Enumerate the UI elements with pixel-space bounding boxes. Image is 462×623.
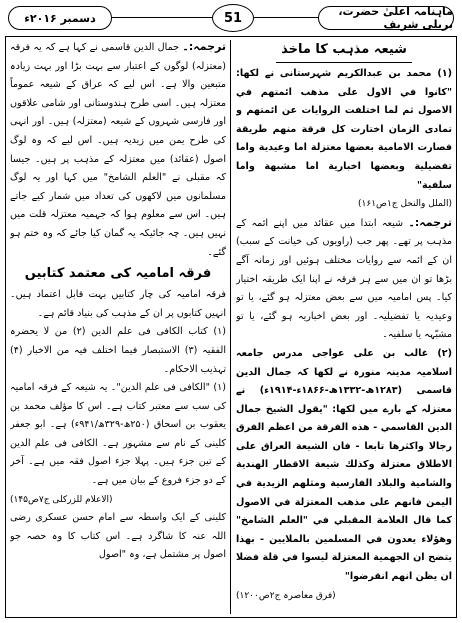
issue-date: دسمبر ۲۰۱۶ء	[8, 6, 112, 30]
heading-underline	[276, 62, 412, 63]
shahrastani-reference: (الملل والنحل ج۱ص۱۶۱)	[358, 199, 452, 210]
magazine-title: ماہنامہ اعلیٰ حضرت، بریلی شریف	[318, 6, 454, 30]
imamiya-books-intro: فرقہ امامیہ کی چار کتابیں بہت قابل اعتماد ہیں۔ انہیں کتابوں پر ان کے مذہب کی بنیاد قائم ہے۔	[10, 289, 226, 319]
header-rule	[254, 17, 318, 18]
translation-label: ترجمہ:۔	[182, 40, 226, 53]
section-heading: فرقہ امامیہ کی معتمد کتابیں	[24, 266, 212, 282]
header-rule	[112, 17, 212, 18]
left-column	[10, 38, 226, 616]
al-kafi-paragraph: (۱) "الکافی فی علم الدین"۔ یہ شیعہ کے فرقہ امامیہ کی سب سے معتبر کتاب ہے۔ اس کا مؤلف محمد بن یعقوب بن اسحاق (۲۵۰ھ-۳۲۹ھ/۹۴۱ء) ہے۔ ابو جعفر کلینی کے نام سے مشہور ہے۔ الکافی فی علم الدین کے تین جزء ہیں۔ پہلا جزء اصول فقہ میں ہے۔ آخر کے دو جزء فروع کے بیان میں ہے۔	[10, 382, 226, 487]
right-column	[236, 38, 452, 616]
translation-paragraph	[10, 38, 226, 262]
page-header	[8, 4, 454, 34]
translation-label: ترجمہ:۔	[408, 215, 452, 229]
shahrastani-quote: (۱) محمد بن عبدالکریم شہرستانی نے لکھا: "كانوا في الاول على مذهب ائمتهم في الاصول ثم لما اختلفت الروايات عن ائمتهم و تمادى الزمان اختارت كل فرقة منهم طريقة فصارت الامامية بعضها معتزلة اما وعيدية واما تفضيلية وبعضها اخبارية اما مشبهة واما سلفية"	[236, 68, 452, 191]
translation-paragraph	[236, 214, 452, 345]
qasimi-quote: (۲) غالب بن علی عواجی مدرس جامعہ اسلامیہ مدینہ منورہ نے لکھا کہ جمال الدین قاسمی (۱۲۸۳ھ-۱۳۳۲ھ-۱۸۶۶ء-۱۹۱۴ء) نے معتزلہ کے بارے میں لکھا: "يقول الشيخ جمال الدين القاسمي - هذه الفرقة من اعظم الفرق رجالا واكثرها تابعا - فان الشيعة العراق على الاطلاق معتزلة وكذلك شيعة الاقطار الهندية والشامية والبلاد الفارسية ومثلهم الزيدية في اليمن فانهم على مذهب المعتزلة في الاصول كما قال العلامة المقبلي في "العلم الشامخ" وهؤلاء يعدون في المسلمين بالملايين - بهذا يتضح ان الجهمية المعتزلة ليسوا في قلة فضلا ان يظن انهم انقرضوا"	[236, 347, 452, 583]
translation-text: شیعہ ابتدا میں عقائد میں اپنے ائمہ کے مذہب پر تھے۔ پھر جب (راویوں کی خیانت کے سبب) ان کے ائمہ سے روایات مختلف ہوئیں اور زمانہ آگے بڑھا تو ان میں سے ہر فرقہ نے اپنا ایک طریقہ اختیار کیا۔ پس امامیہ میں سے بعض معتزلہ ہو گئے، یا تو وعیدیہ یا تفضیلیہ۔ اور بعض اخباریہ ہو گئے، یا تو مشبّہہ یا سلفیہ۔	[236, 217, 452, 341]
page-number: 51	[212, 4, 254, 32]
section-heading: شیعہ مذہب کا ماخذ	[281, 42, 407, 57]
kulaini-paragraph: کلینی کے ایک واسطہ سے امام حسن عسکری رضی اللہ عنہ کا شاگرد ہے۔ اس کتاب کا وہ حصہ جو اصول پر مشتمل ہے، وہ "اصول	[10, 512, 226, 561]
al-kafi-reference: (الاعلام للزرکلی ج۷ص۱۴۵)	[10, 494, 113, 505]
column-divider	[230, 40, 231, 614]
qasimi-reference: (فرق معاصرہ ج۲ص۱۲۰۰)	[236, 590, 336, 601]
translation-text: جمال الدین قاسمی نے کہا ہے کہ یہ فرقہ (معتزلہ) لوگوں کے اعتبار سے بہت بڑا اور بہت زیادہ متبعین والا ہے۔ اس لیے کہ عراق کے شیعہ عموماً معتزلہ ہیں۔ اسی طرح ہندوستانی اور شامی علاقوں اور فارسی شہروں کے شیعہ (معتزلہ) ہیں۔ اور انہی کی طرح یمن میں زیدیہ ہیں۔ اس لیے کہ وہ لوگ اصول (عقائد) میں معتزلہ کے مذہب پر ہیں۔ جیسا کہ مقبلی نے "العلم الشامخ" میں کہا اور یہ لوگ مسلمانوں میں لاکھوں کی تعداد میں شمار کیے جاتے ہیں۔ اس سے معلوم ہوا کہ جہمیہ معتزلہ قلت میں نہیں ہیں۔ چہ جائیکہ یہ گمان کیا جائے کہ وہ ختم ہو گئے۔	[10, 42, 226, 258]
imamiya-books-list: (۱) کتاب الکافی فی علم الدین (۲) من لا یحضرہ الفقیہ (۳) الاستبصار فیما اختلف فیہ من الاخبار (۴) تہذیب الاحکام۔	[10, 326, 226, 375]
